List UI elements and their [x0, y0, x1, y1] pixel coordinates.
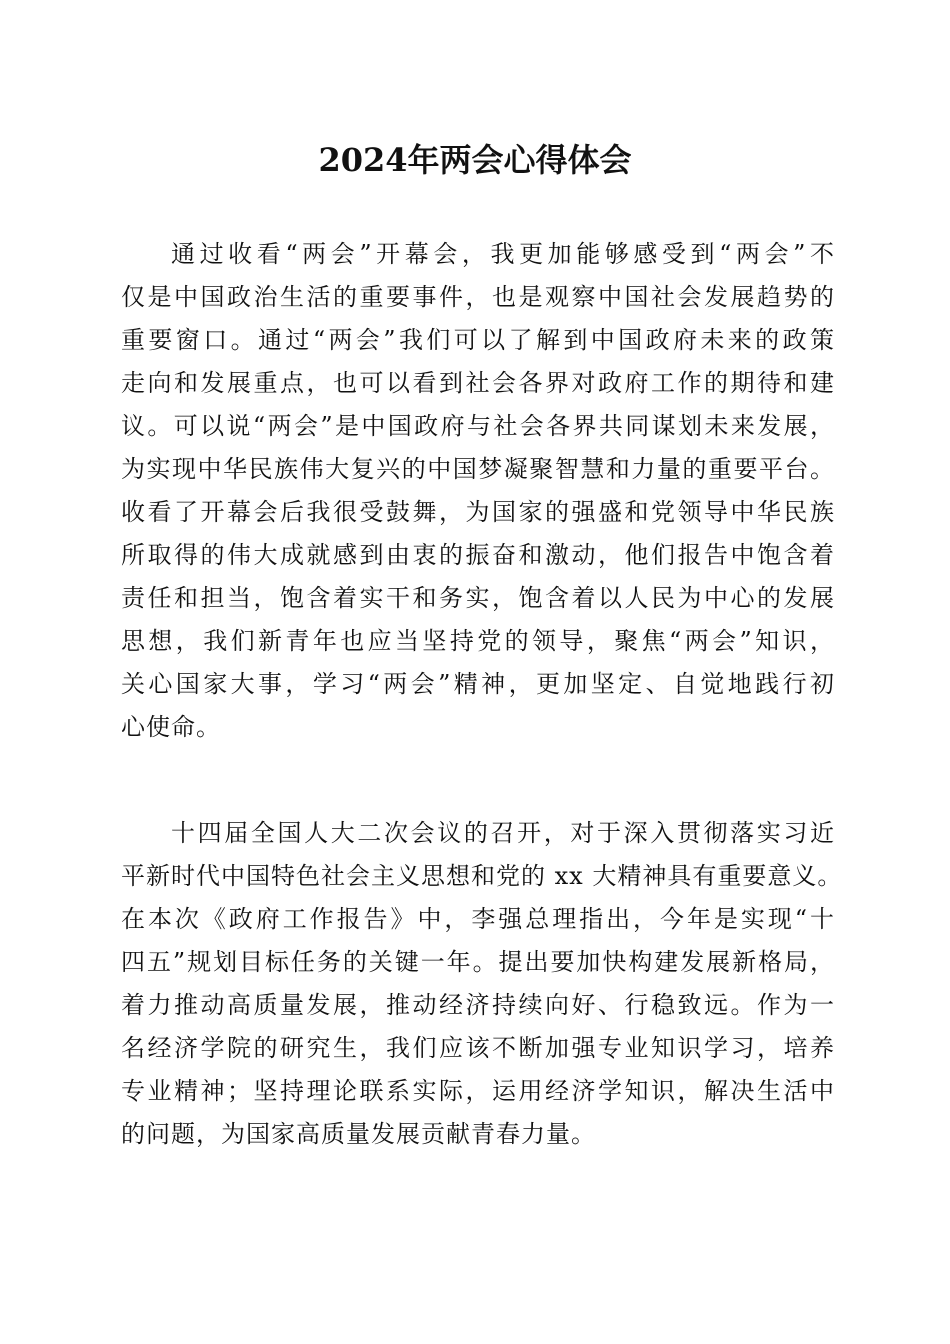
- paragraph-2: [121, 812, 843, 1156]
- paragraph-line: 平新时代中国特色社会主义思想和党的 xx 大精神具有重要意义。: [121, 862, 843, 890]
- paragraph-line: 通过收看“两会”开幕会，我更加能够感受到“两会”不: [171, 240, 835, 268]
- paragraph-line: 心使命。: [121, 713, 221, 741]
- paragraph-line: 十四届全国人大二次会议的召开，对于深入贯彻落实习近: [171, 819, 835, 847]
- paragraph-line: 关心国家大事，学习“两会”精神，更加坚定、自觉地践行初: [121, 670, 835, 698]
- paragraph-line: 的问题，为国家高质量发展贡献青春力量。: [121, 1120, 596, 1148]
- paragraph-line: 重要窗口。通过“两会”我们可以了解到中国政府未来的政策: [121, 326, 835, 354]
- paragraph-line: 议。可以说“两会”是中国政府与社会各界共同谋划未来发展，: [121, 412, 835, 440]
- paragraph-line: 在本次《政府工作报告》中，李强总理指出，今年是实现“十: [121, 905, 835, 933]
- paragraph-1: [121, 233, 835, 749]
- paragraph-line: 仅是中国政治生活的重要事件，也是观察中国社会发展趋势的: [121, 283, 835, 311]
- paragraph-line: 责任和担当，饱含着实干和务实，饱含着以人民为中心的发展: [121, 584, 835, 612]
- document-title: 2024年两会心得体会: [318, 141, 632, 179]
- paragraph-line: 专业精神；坚持理论联系实际，运用经济学知识，解决生活中: [121, 1077, 835, 1105]
- paragraph-line: 收看了开幕会后我很受鼓舞，为国家的强盛和党领导中华民族: [121, 498, 835, 526]
- paragraph-line: 四五”规划目标任务的关键一年。提出要加快构建发展新格局，: [121, 948, 835, 976]
- paragraph-line: 着力推动高质量发展，推动经济持续向好、行稳致远。作为一: [121, 991, 835, 1019]
- paragraph-line: 思想，我们新青年也应当坚持党的领导，聚焦“两会”知识，: [121, 627, 835, 655]
- paragraph-line: 所取得的伟大成就感到由衷的振奋和激动，他们报告中饱含着: [121, 541, 835, 569]
- paragraph-line: 走向和发展重点，也可以看到社会各界对政府工作的期待和建: [121, 369, 835, 397]
- paragraph-line: 为实现中华民族伟大复兴的中国梦凝聚智慧和力量的重要平台。: [121, 455, 835, 483]
- paragraph-line: 名经济学院的研究生，我们应该不断加强专业知识学习，培养: [121, 1034, 835, 1062]
